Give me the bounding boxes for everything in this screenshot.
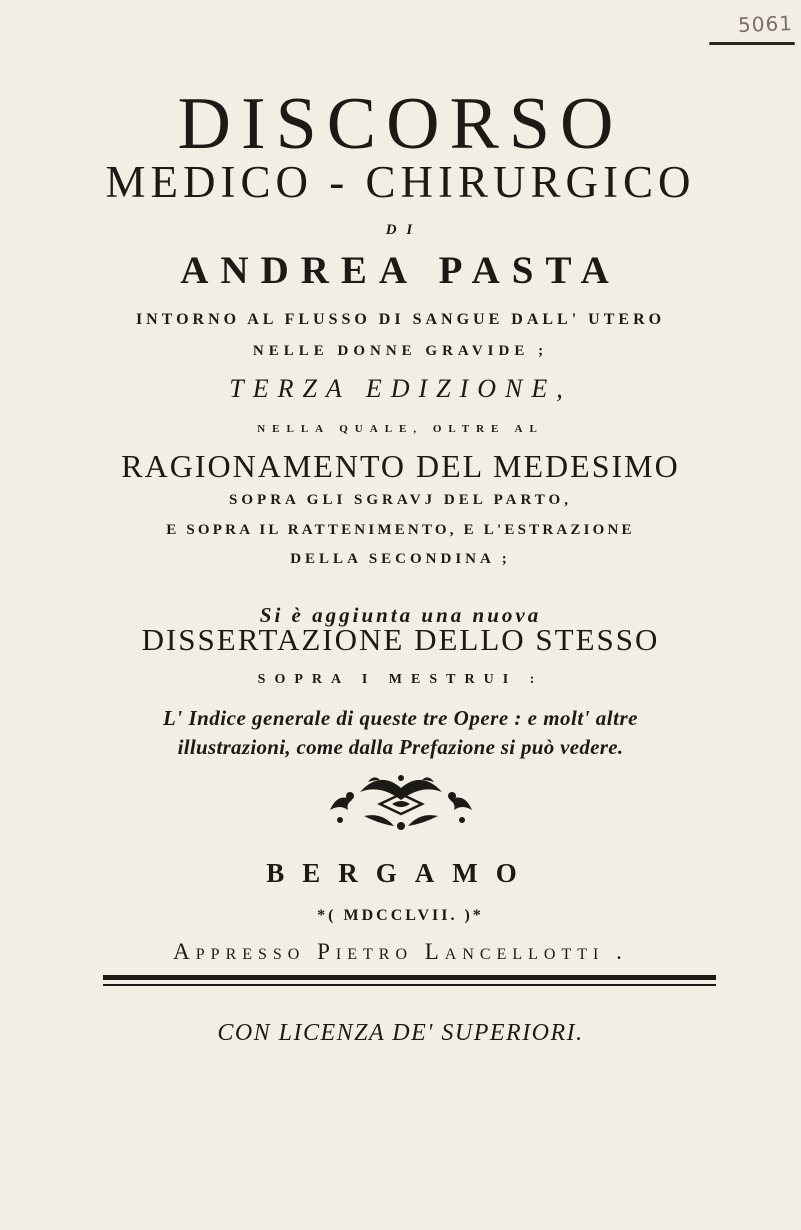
double-rule-divider <box>103 974 716 988</box>
sopra-line-2: E SOPRA IL RATTENIMENTO, E L'ESTRAZIONE <box>166 522 635 538</box>
mestrui-line: SOPRA I MESTRUI : <box>257 672 544 687</box>
preposition-di: D I <box>385 222 416 238</box>
indice-line-1: L' Indice generale di queste tre Opere : e molt' altre <box>163 706 638 730</box>
edition-statement: TERZA EDIZIONE, <box>229 374 572 403</box>
license-line: CON LICENZA DE' SUPERIORI. <box>217 1020 584 1046</box>
topic-line-1: INTORNO AL FLUSSO DI SANGUE DALL' UTERO <box>135 311 666 328</box>
dissertazione-heading: DISSERTAZIONE DELLO STESSO <box>141 622 660 657</box>
printers-ornament-icon <box>320 770 482 836</box>
imprint-printer: Appresso Pietro Lancellotti . <box>173 939 628 964</box>
shelfmark: 5061 <box>737 11 794 37</box>
imprint-year: *( MDCCLVII. )* <box>317 907 484 924</box>
indice-line-2: illustrazioni, come dalla Prefazione si può vedere. <box>177 735 624 759</box>
sopra-line-1: SOPRA GLI SGRAVJ DEL PARTO, <box>229 492 572 508</box>
nella-quale-line: NELLA QUALE, OLTRE AL <box>257 423 544 435</box>
author-name: ANDREA PASTA <box>180 249 621 292</box>
aggiunta-line: Si è aggiunta una nuova <box>259 603 542 627</box>
ragionamento-heading: RAGIONAMENTO DEL MEDESIMO <box>121 448 680 484</box>
main-title: DISCORSO <box>177 83 624 165</box>
subtitle: MEDICO - CHIRURGICO <box>105 157 696 207</box>
imprint-city: BERGAMO <box>266 858 535 888</box>
shelfmark-underline <box>709 42 795 45</box>
topic-line-2: NELLE DONNE GRAVIDE ; <box>252 343 549 359</box>
sopra-line-3: DELLA SECONDINA ; <box>290 551 511 567</box>
